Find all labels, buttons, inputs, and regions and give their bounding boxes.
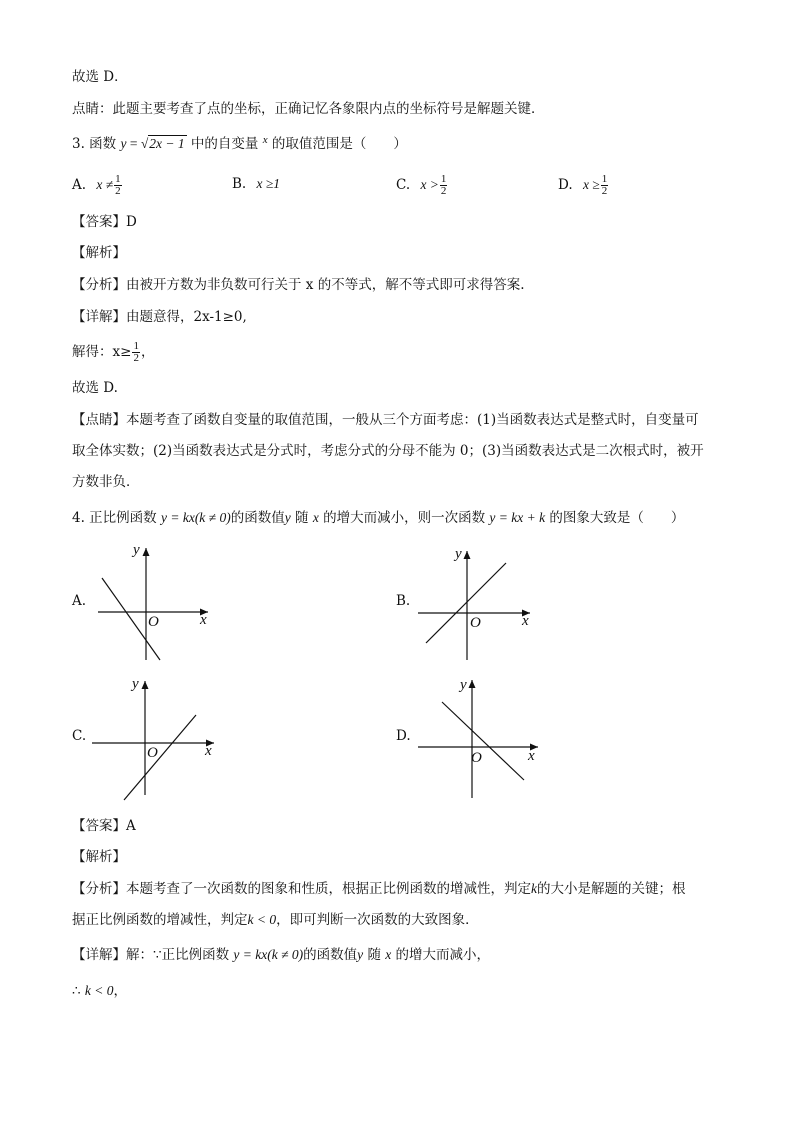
frac-num: 1 [601,173,608,185]
graph-c-x-label: x [205,743,212,759]
q3-answer: 【答案】D [72,214,137,230]
graph-a-x-label: x [200,612,207,628]
therefore-symbol: ∴ [72,983,81,998]
fenxi-k: k [531,881,537,896]
graph-d-x-label: x [528,748,535,764]
q3-radicand: 2x − 1 [149,136,185,151]
conclusion-comma: ， [113,983,127,999]
option-b-expr: x ≥1 [256,176,281,191]
select-d-line: 故选 D． [72,69,128,85]
q4-cond: (k ≠ 0) [194,510,231,525]
fenxi-2a: 据正比例函数的增减性，判定 [72,912,248,928]
q4-stem [72,508,684,528]
graph-c [88,675,218,800]
q4-number: 4. 正比例函数 [72,510,157,526]
option-c-expr: x > [420,177,439,192]
q3-option-d [558,174,609,197]
graph-a-origin: O [148,614,159,630]
jiede-text: 解得：x≥ [72,344,132,360]
fenxi-k-lt-0: k < 0 [247,912,277,927]
graph-a-y-arrow [143,548,150,556]
graph-a-y-label: y [133,542,140,558]
q3-eq: = [126,136,141,151]
graph-d-origin: O [471,750,482,766]
q3-stem [72,134,407,155]
q4-fn2: y = kx + k [489,510,546,525]
q3-dianjing-3: 方数非负． [72,474,140,490]
xiangjie-mid3: 随 [367,947,381,963]
q3-mid: 中的自变量 [190,136,259,152]
option-d-fraction [601,174,609,197]
xiangjie-x: x [385,947,392,962]
q3-number: 3. 函数 [72,136,117,152]
xiangjie-pre: 【详解】解： [72,947,153,963]
q3-fenxi: 【分析】由被开方数为非负数可行关于 x 的不等式，解不等式即可求得答案. [72,277,525,293]
conclusion-k-lt-0: k < 0 [84,983,114,998]
xiangjie-y: y [357,947,364,962]
q4-xiangjie [72,945,490,965]
jiede-fraction [132,341,140,364]
graph-b [412,545,542,665]
q3-x: x [262,134,268,146]
fenxi-1a: 【分析】本题考查了一次函数的图象和性质，根据正比例函数的增减性，判定 [72,881,531,897]
q4-y: y [284,510,291,525]
q3-y: y [120,136,127,151]
frac-num: 1 [440,173,447,185]
option-d-expr: x ≥ [582,177,600,192]
q3-jiexi: 【解析】 [72,245,126,261]
xiangjie-tail: 的增大而减小， [395,947,491,963]
because-symbol: ∵ [153,947,162,962]
frac-num: 1 [115,173,121,185]
option-d-label: D. [558,177,573,193]
graph-b-origin: O [470,615,481,631]
graph-b-y-label: y [455,546,462,562]
xiangjie-mid: 正比例函数 [161,947,230,963]
fenxi-2b: ，即可判断一次函数的大致图象． [276,912,479,928]
q3-xiangjie: 【详解】由题意得，2x-1≥0, [72,309,247,325]
q4-mid2: 随 [295,510,309,526]
graph-a-label: A. [72,593,87,609]
q4-mid1: 的函数值 [230,510,285,526]
q4-mid3: 的增大而减小，则一次函数 [323,510,486,526]
q3-option-a [72,174,123,197]
graph-b-y-arrow [464,551,471,559]
q3-jiede [72,341,154,364]
jiede-comma: ， [140,344,155,360]
option-a-expr: x ≠ [96,177,114,192]
graph-b-label: B. [396,593,411,609]
graph-d-y-arrow [469,680,476,688]
graph-d-label: D. [396,728,411,744]
sqrt-sign: √ [140,136,149,151]
q4-tail: 的图象大致是（ ） [549,510,685,526]
option-a-label: A. [72,177,87,193]
xiangjie-fn: y = kx [233,947,268,962]
q3-option-c [396,174,448,197]
q4-x: x [312,510,319,525]
xiangjie-cond: (k ≠ 0) [267,947,304,962]
q4-jiexi: 【解析】 [72,849,126,865]
graph-c-origin: O [147,745,158,761]
q3-tail: 的取值范围是（ ） [271,136,407,152]
dianjing-line: 点睛：此题主要考查了点的坐标，正确记忆各象限内点的坐标符号是解题关键． [72,101,545,117]
option-b-label: B. [232,176,247,192]
q3-select: 故选 D. [72,380,118,396]
q4-answer: 【答案】A [72,818,136,834]
q4-fenxi-1 [72,879,686,899]
option-c-label: C. [396,177,411,193]
option-a-fraction [114,174,122,197]
q3-dianjing-1: 【点睛】本题考查了函数自变量的取值范围，一般从三个方面考虑：(1)当函数表达式是整式时，自变量可 [72,412,699,428]
graph-c-line [124,715,196,800]
frac-num: 1 [133,340,139,352]
graph-a [90,540,220,665]
option-c-fraction [440,174,448,197]
q4-fenxi-2 [72,910,479,930]
q3-option-b [232,174,280,194]
frac-den: 2 [601,185,608,197]
graph-d-line [442,702,524,780]
frac-den: 2 [133,352,139,364]
graph-b-x-label: x [522,613,529,629]
graph-c-y-arrow [142,681,149,689]
graph-c-y-label: y [132,676,139,692]
frac-den: 2 [440,185,447,197]
graph-b-line [426,563,506,643]
graph-d-y-label: y [460,677,467,693]
frac-den: 2 [115,185,121,197]
fenxi-1b: 的大小是解题的关键；根 [537,881,686,897]
q4-conclusion [72,981,127,1001]
graph-d [414,676,544,801]
xiangjie-mid2: 的函数值 [303,947,358,963]
q3-dianjing-2: 取全体实数；(2)当函数表达式是分式时，考虑分式的分母不能为 0；(3)当函数表达式是二次根式时，被开 [72,443,704,459]
graph-c-label: C. [72,728,87,744]
q4-fn1: y = kx [160,510,195,525]
